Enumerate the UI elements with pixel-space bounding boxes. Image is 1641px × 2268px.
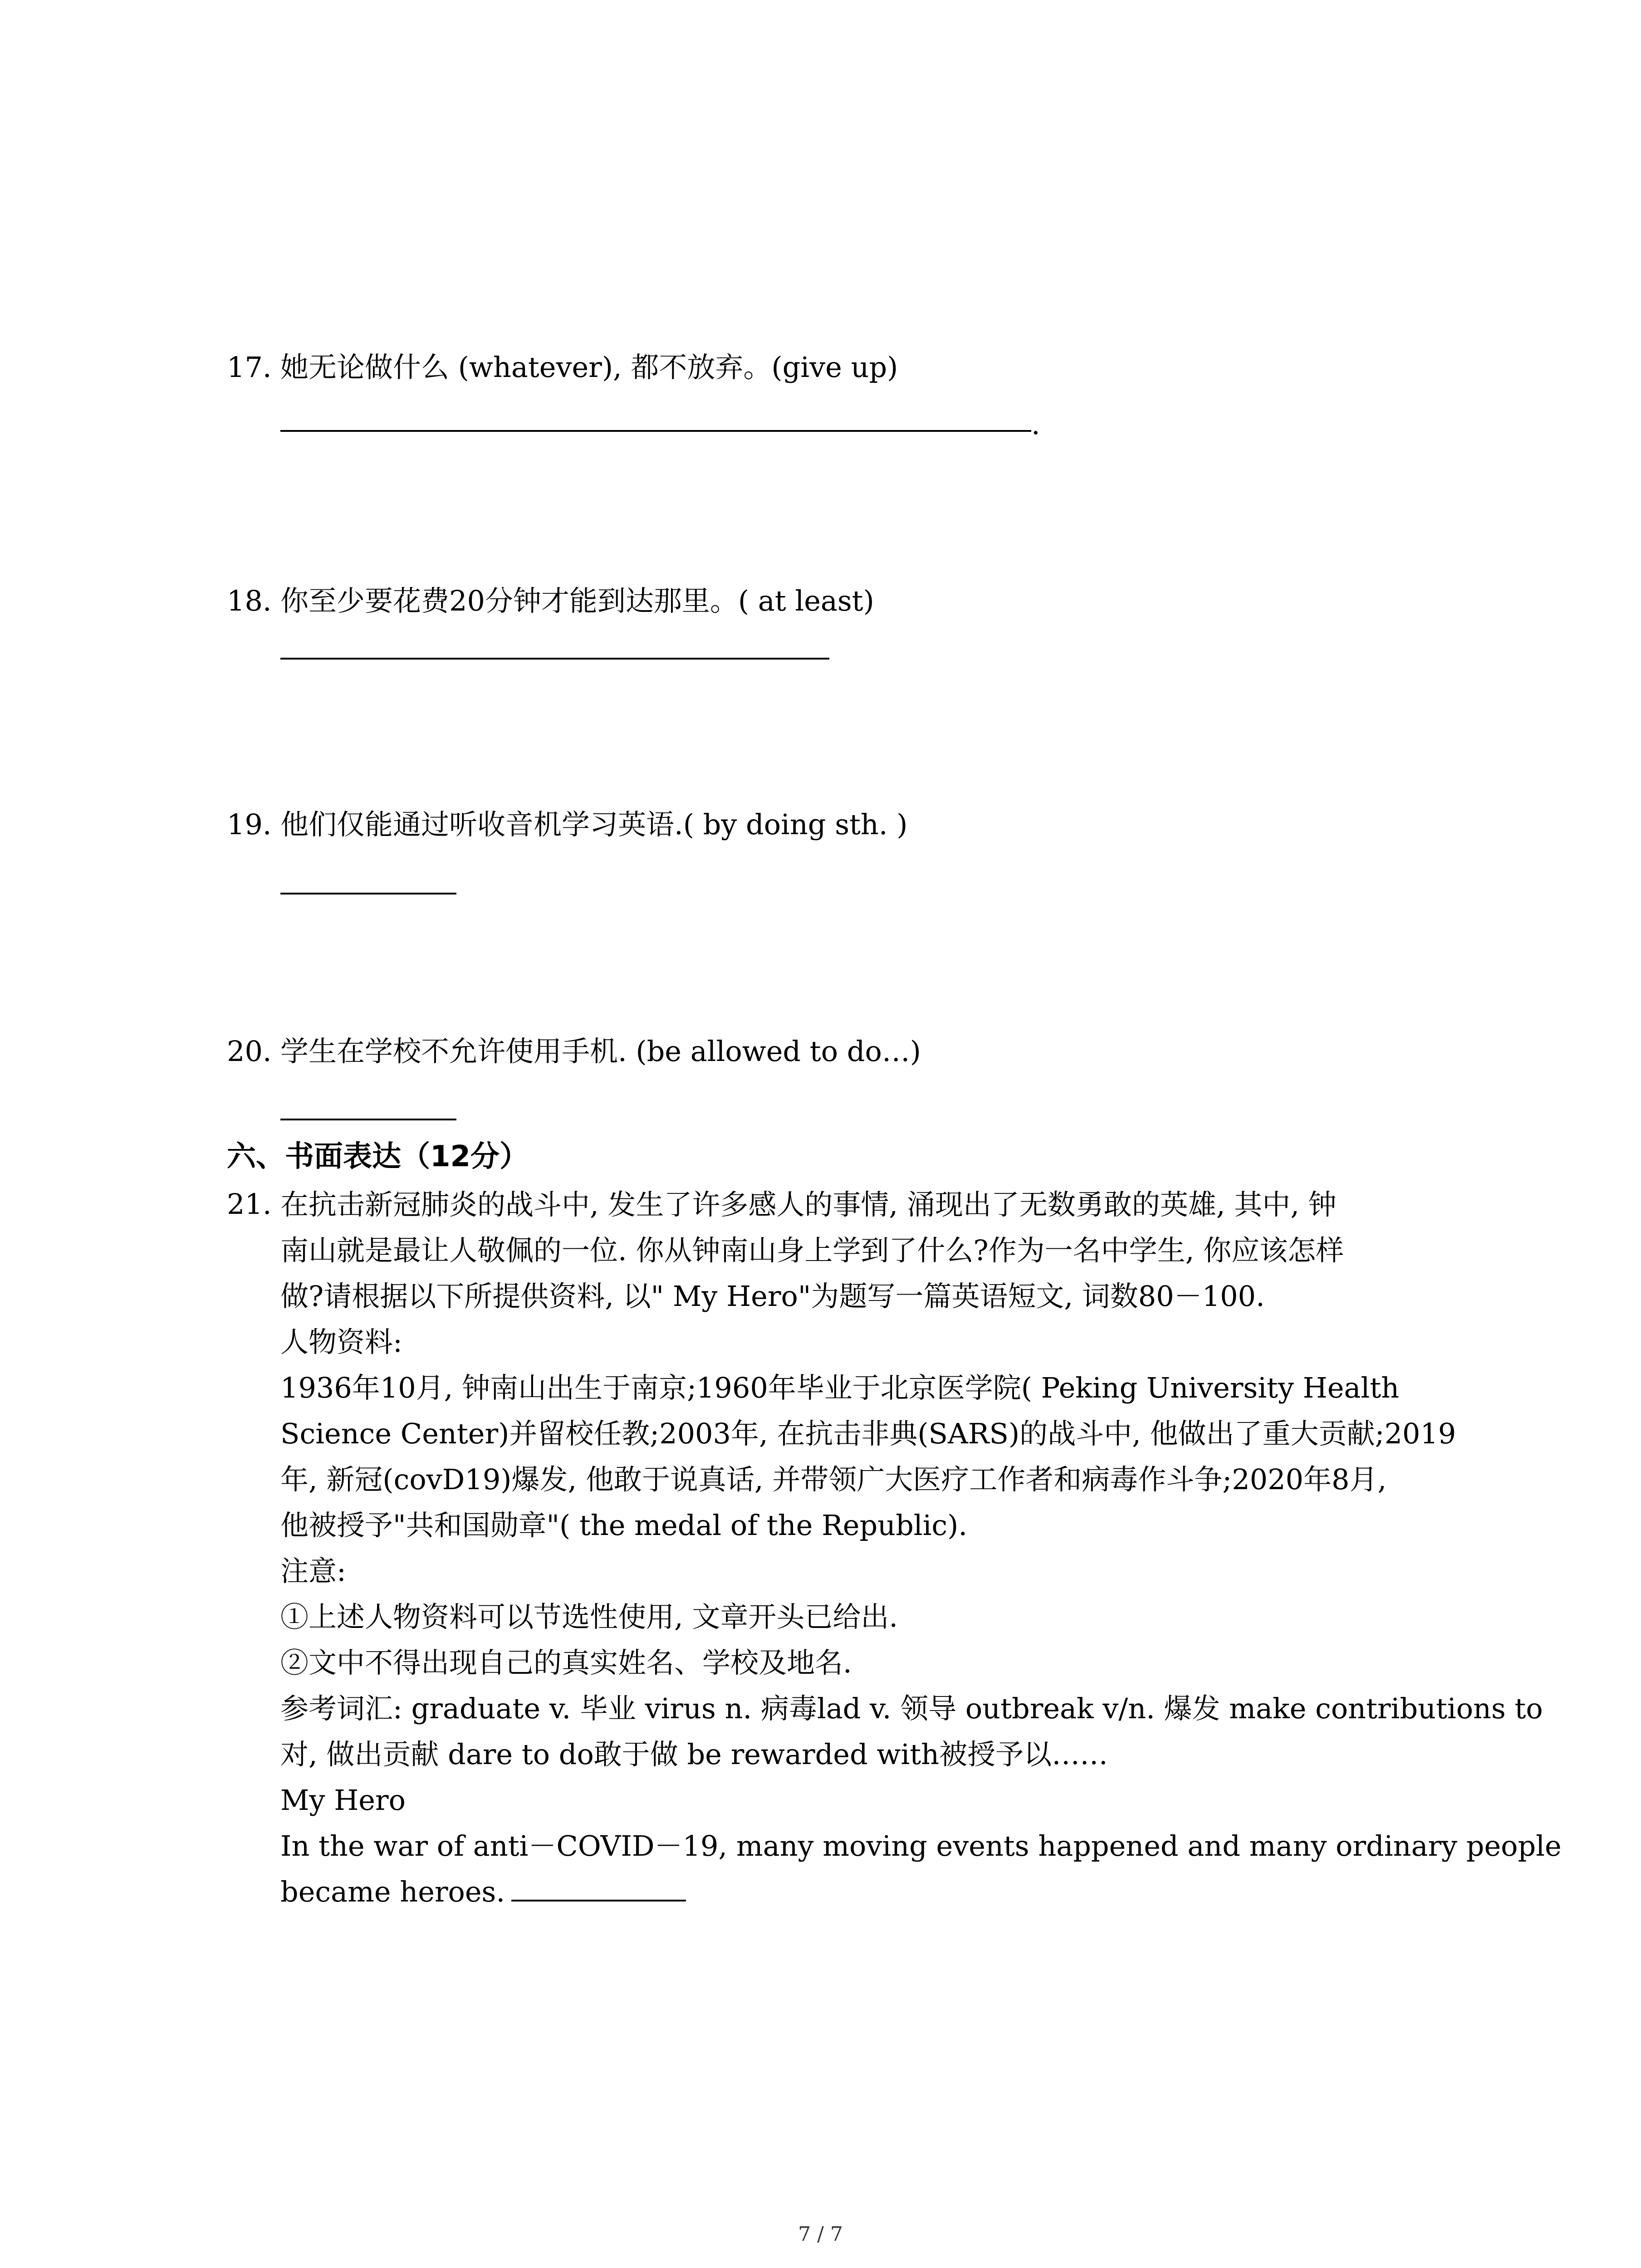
answer-end-mark: . <box>1031 408 1040 441</box>
question-number: 18. <box>227 584 272 617</box>
answer-blank-20[interactable] <box>280 1119 456 1120</box>
material-line: 1936年10月, 钟南山出生于南京;1960年毕业于北京医学院( Peking University Health <box>280 1371 1400 1404</box>
question-number: 21. <box>227 1188 272 1221</box>
material-line: 他被授予"共和国勋章"( the medal of the Republic). <box>280 1509 968 1542</box>
question-19 <box>227 802 907 847</box>
question-text: 他们仅能通过听收音机学习英语.( by doing sth. ) <box>280 808 908 841</box>
vocabulary-line: 对, 做出贡献 dare to do敢于做 be rewarded with被授予以…… <box>280 1738 1108 1771</box>
material-line: Science Center)并留校任教;2003年, 在抗击非典(SARS)的战斗中, 他做出了重大贡献;2019 <box>280 1417 1456 1450</box>
material-heading: 人物资料: <box>280 1325 402 1359</box>
question-number: 17. <box>227 351 272 384</box>
notes-heading: 注意: <box>280 1554 346 1588</box>
page-number: 7 / 7 <box>798 2223 843 2246</box>
essay-opening-text: became heroes. <box>280 1875 505 1908</box>
question-text: 学生在学校不允许使用手机. (be allowed to do…) <box>280 1035 921 1068</box>
question-text: 你至少要花费20分钟才能到达那里。( at least) <box>280 584 874 617</box>
section-title: 六、书面表达（12分） <box>227 1140 529 1173</box>
material-line: 年, 新冠(covD19)爆发, 他敢于说真话, 并带领广大医疗工作者和病毒作斗争;2020年8月, <box>280 1463 1387 1496</box>
note-item: ①上述人物资料可以节选性使用, 文章开头已给出. <box>280 1600 898 1633</box>
question-20 <box>227 1029 921 1074</box>
question-number: 19. <box>227 808 272 841</box>
question-18 <box>227 578 874 624</box>
essay-opening: In the war of anti－COVID－19, many moving events happened and many ordinary people <box>280 1829 1562 1862</box>
question-number: 20. <box>227 1035 272 1068</box>
note-item: ②文中不得出现自己的真实姓名、学校及地名. <box>280 1646 852 1679</box>
answer-blank-19[interactable] <box>280 893 456 894</box>
essay-title: My Hero <box>280 1784 406 1817</box>
essay-answer-blank[interactable] <box>511 1872 686 1901</box>
answer-blank-17[interactable] <box>280 430 1031 432</box>
question-text: 她无论做什么 (whatever), 都不放弃。(give up) <box>280 351 898 384</box>
prompt-line: 在抗击新冠肺炎的战斗中, 发生了许多感人的事情, 涌现出了无数勇敢的英雄, 其中, 钟 <box>280 1188 1337 1221</box>
prompt-line: 南山就是最让人敬佩的一位. 你从钟南山身上学到了什么?作为一名中学生, 你应该怎样 <box>280 1234 1344 1267</box>
answer-blank-18[interactable] <box>280 658 829 660</box>
prompt-line: 做?请根据以下所提供资料, 以" My Hero"为题写一篇英语短文, 词数80－100. <box>280 1280 1265 1313</box>
vocabulary-line: 参考词汇: graduate v. 毕业 virus n. 病毒lad v. 领导 outbreak v/n. 爆发 make contributions to <box>280 1692 1543 1725</box>
question-21-body <box>280 1182 1562 1915</box>
essay-opening-end <box>280 1869 1452 1915</box>
question-17 <box>227 345 898 390</box>
